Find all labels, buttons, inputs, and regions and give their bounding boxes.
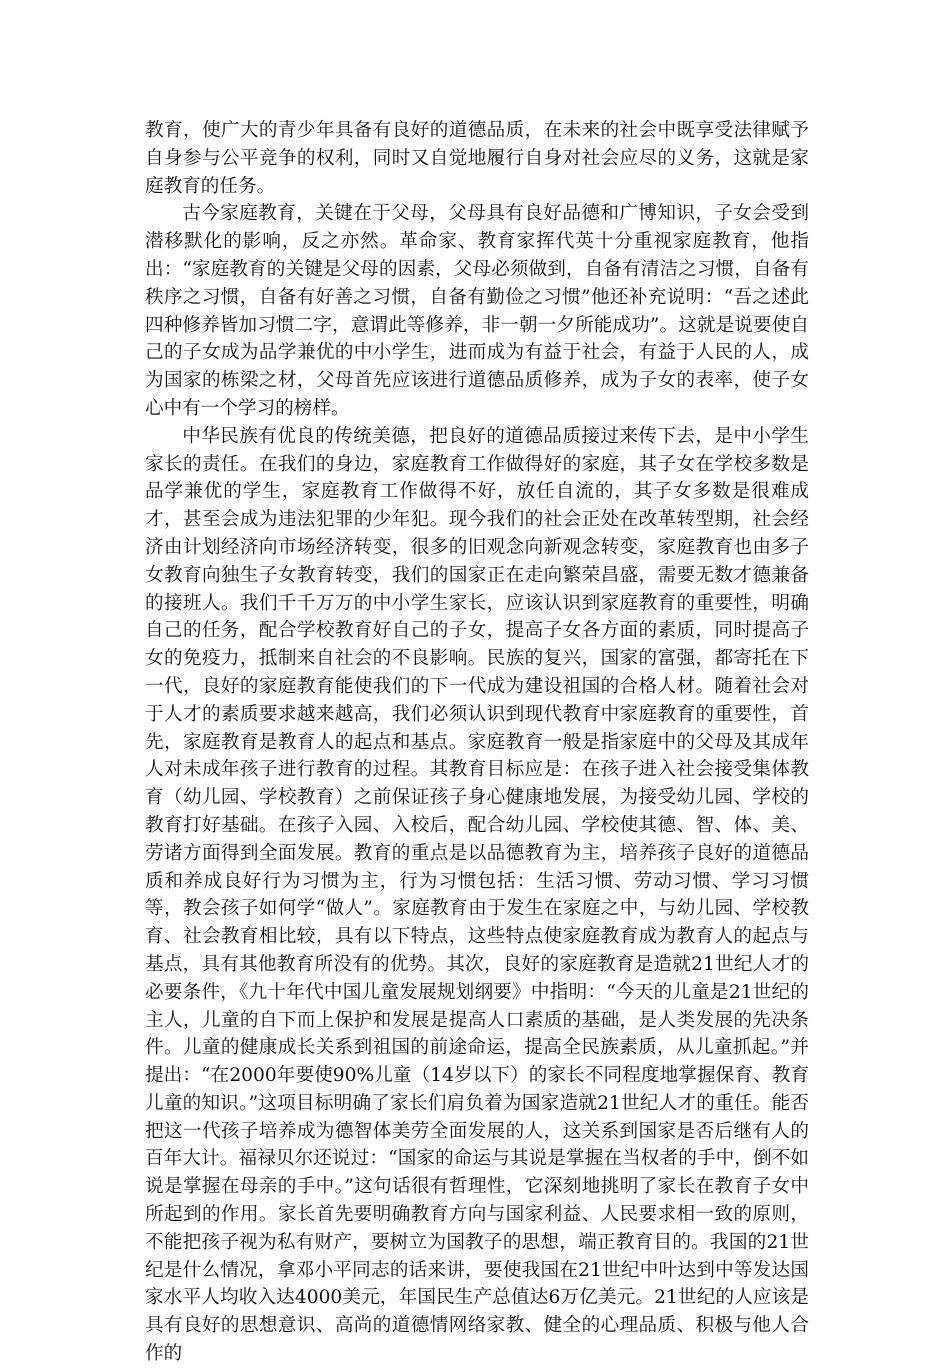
paragraph-2: 古今家庭教育，关键在于父母，父母具有良好品德和广博知识，子女会受到潜移默化的影响，反之亦然。革命家、教育家挥代英十分重视家庭教育，他指出：“家庭教育的关键是父母的因素，父母必须做到，自备有清洁之习惯，自备有秩序之习惯，自备有好善之习惯，自备有勤俭之习惯”他还补充说明：“吾之述此四种修养皆加习惯二字，意谓此等修养，非一朝一夕所能成功”。这就是说要使自己的子女成为品学兼优的中小学生，进而成为有益于社会，有益于人民的人，成为国家的栋梁之材，父母首先应该进行道德品质修养，成为子女的表率，使子女心中有一个学习的榜样。 [145, 203, 809, 419]
paragraph-1: 教育，使广大的青少年具备有良好的道德品质，在未来的社会中既享受法律赋予自身参与公平竞争的权利，同时又自觉地履行自身对社会应尽的义务，这就是家庭教育的任务。 [145, 120, 809, 197]
document-body [145, 117, 809, 1368]
paragraph-3: 中华民族有优良的传统美德，把良好的道德品质接过来传下去，是中小学生家长的责任。在我们的身边，家庭教育工作做得好的家庭，其子女在学校多数是品学兼优的学生，家庭教育工作做得不好，放任自流的，其子女多数是很难成才，甚至会成为违法犯罪的少年犯。现今我们的社会正处在改革转型期，社会经济由计划经济向市场经济转变，很多的旧观念向新观念转变，家庭教育也由多子女教育向独生子女教育转变，我们的国家正在走向繁荣昌盛，需要无数才德兼备的接班人。我们千千万万的中小学生家长，应该认识到家庭教育的重要性，明确自己的任务，配合学校教育好自己的子女，提高子女各方面的素质，同时提高子女的免疫力，抵制来自社会的不良影响。民族的复兴，国家的富强，都寄托在下一代，良好的家庭教育能使我们的下一代成为建设祖国的合格人材。随着社会对于人才的素质要求越来越高，我们必须认识到现代教育中家庭教育的重要性，首先，家庭教育是教育人的起点和基点。家庭教育一般是指家庭中的父母及其成年人对未成年孩子进行教育的过程。其教育目标应是：在孩子进入社会接受集体教育（幼儿园、学校教育）之前保证孩子身心健康地发展，为接受幼儿园、学校的教育打好基础。在孩子入园、入校后，配合幼儿园、学校使其德、智、体、美、劳诸方面得到全面发展。教育的重点是以品德教育为主，培养孩子良好的道德品质和养成良好行为习惯为主，行为习惯包括：生活习惯、劳动习惯、学习习惯等，教会孩子如何学“做人”。家庭教育由于发生在家庭之中，与幼儿园、学校教育、社会教育相比较，具有以下特点，这些特点使家庭教育成为教育人的起点与基点，具有其他教育所没有的优势。其次，良好的家庭教育是造就21世纪人才的必要条件，《九十年代中国儿童发展规划纲要》中指明：“今天的儿童是21世纪的主人，儿童的自下而上保护和发展是提高人口素质的基础，是人类发展的先决条件。儿童的健康成长关系到祖国的前途命运，提高全民族素质，从儿童抓起。”并提出：“在2000年要使90%儿童（14岁以下）的家长不同程度地掌握保育、教育儿童的知识。”这项目标明确了家长们肩负着为国家造就21世纪人才的重任。能否把这一代孩子培养成为德智体美劳全面发展的人，这关系到国家是否后继有人的百年大计。福禄贝尔还说过：“国家的命运与其说是掌握在当权者的手中，倒不如说是掌握在母亲的手中。”这句话很有哲理性，它深刻地挑明了家长在教育子女中所起到的作用。家长首先要明确教育方向与国家利益、人民要求相一致的原则，不能把孩子视为私有财产，要树立为国教子的思想，端正教育目的。我国的21世纪是什么情况，拿邓小平同志的话来讲，要使我国在21世纪中叶达到中等发达国家水平人均收入达4000美元，年国民生产总值达6万亿美元。21世纪的人应该是具有良好的思想意识、高尚的道德情网络家教、健全的心理品质、积极与他人合作的 [145, 425, 809, 1365]
